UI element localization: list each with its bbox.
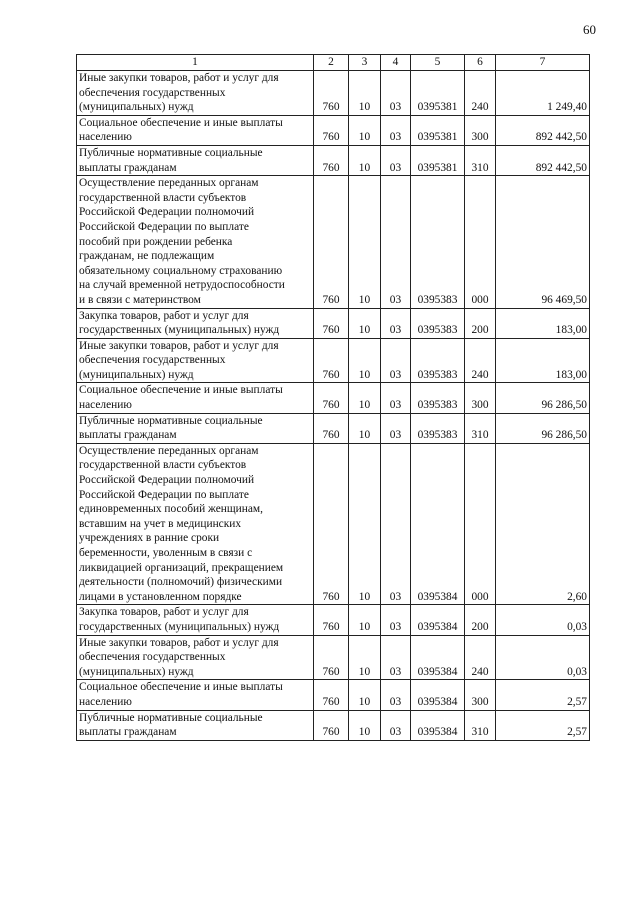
amount-value: 2,57 <box>496 680 590 710</box>
expense-item-line: Социальное обеспечение и иные выплаты <box>79 681 283 694</box>
expense-item-line: Иные закупки товаров, работ и услуг для <box>79 72 279 84</box>
expense-item-line: Иные закупки товаров, работ и услуг для <box>79 339 279 352</box>
expense-item-name <box>77 710 314 740</box>
subsection-code: 03 <box>381 710 411 740</box>
target-article-code: 0395384 <box>411 443 465 605</box>
expense-item-line: обеспечения государственных <box>79 651 226 664</box>
section-code: 10 <box>349 115 381 145</box>
table-row <box>77 71 590 116</box>
section-code: 10 <box>349 308 381 338</box>
expense-item-name <box>77 680 314 710</box>
expense-item-line: Российской Федерации по выплате <box>79 220 249 233</box>
amount-value: 0,03 <box>496 605 590 635</box>
expense-type-code: 300 <box>465 680 496 710</box>
expense-item-name <box>77 176 314 308</box>
subsection-code: 03 <box>381 308 411 338</box>
expense-item-line: Социальное обеспечение и иные выплаты <box>79 116 283 129</box>
table-row <box>77 338 590 383</box>
table-row <box>77 115 590 145</box>
expense-type-code: 200 <box>465 308 496 338</box>
expense-item-name <box>77 605 314 635</box>
table-row <box>77 443 590 605</box>
expense-item-line: Публичные нормативные социальные <box>79 146 263 159</box>
expense-item-name <box>77 383 314 413</box>
target-article-code: 0395384 <box>411 605 465 635</box>
header-col-1: 1 <box>77 55 314 71</box>
expense-item-line: Осуществление переданных органам <box>79 444 259 457</box>
amount-value: 892 442,50 <box>496 115 590 145</box>
table-row <box>77 413 590 443</box>
expense-item-line: Закупка товаров, работ и услуг для <box>79 606 249 619</box>
subsection-code: 03 <box>381 635 411 680</box>
table-row <box>77 605 590 635</box>
expense-item-line: учреждениях в ранние сроки <box>79 532 220 545</box>
amount-value: 892 442,50 <box>496 145 590 175</box>
page-number: 60 <box>583 22 596 37</box>
target-article-code: 0395381 <box>411 71 465 116</box>
expense-item-line: Публичные нормативные социальные <box>79 414 263 427</box>
ministry-code: 760 <box>314 413 349 443</box>
subsection-code: 03 <box>381 338 411 383</box>
expense-item-line: Закупка товаров, работ и услуг для <box>79 309 249 322</box>
expense-type-code: 240 <box>465 338 496 383</box>
ministry-code: 760 <box>314 176 349 308</box>
expense-item-line: государственных (муниципальных) нужд <box>79 324 280 337</box>
expense-item-line: государственной власти субъектов <box>79 191 247 204</box>
expense-item-name <box>77 308 314 338</box>
ministry-code: 760 <box>314 443 349 605</box>
target-article-code: 0395383 <box>411 413 465 443</box>
expense-item-line: ликвидацией организаций, прекращением <box>79 561 284 574</box>
ministry-code: 760 <box>314 383 349 413</box>
expense-item-line: Иные закупки товаров, работ и услуг для <box>79 636 279 649</box>
expense-item-line: беременности, уволенным в связи с <box>79 547 253 559</box>
subsection-code: 03 <box>381 680 411 710</box>
expense-item-line: выплаты гражданам <box>79 161 177 174</box>
expense-item-line: выплаты гражданам <box>79 726 177 739</box>
table-row <box>77 383 590 413</box>
expense-item-line: Осуществление переданных органам <box>79 177 259 190</box>
expense-item-line: государственных (муниципальных) нужд <box>79 620 280 633</box>
section-code: 10 <box>349 176 381 308</box>
expense-item-name <box>77 71 314 116</box>
target-article-code: 0395383 <box>411 338 465 383</box>
expense-type-code: 300 <box>465 115 496 145</box>
expense-item-name <box>77 145 314 175</box>
budget-table <box>76 54 590 741</box>
expense-item-line: (муниципальных) нужд <box>79 368 194 381</box>
expense-item-line: гражданам, не подлежащим <box>79 250 215 263</box>
expense-item-line: Публичные нормативные социальные <box>79 711 263 724</box>
subsection-code: 03 <box>381 71 411 116</box>
expense-item-line: на случай временной нетрудоспособности <box>79 279 285 292</box>
header-col-4: 4 <box>381 55 411 71</box>
expense-item-line: государственной власти субъектов <box>79 459 247 472</box>
table-row <box>77 680 590 710</box>
expense-item-line: вставшим на учет в медицинских <box>79 517 242 530</box>
expense-item-line: населению <box>79 131 132 144</box>
expense-type-code: 240 <box>465 71 496 116</box>
expense-item-line: пособий при рождении ребенка <box>79 235 233 248</box>
expense-item-name <box>77 635 314 680</box>
table-row <box>77 145 590 175</box>
amount-value: 183,00 <box>496 308 590 338</box>
section-code: 10 <box>349 383 381 413</box>
subsection-code: 03 <box>381 145 411 175</box>
expense-type-code: 240 <box>465 635 496 680</box>
table-row <box>77 710 590 740</box>
expense-item-line: Российской Федерации по выплате <box>79 488 249 501</box>
target-article-code: 0395384 <box>411 635 465 680</box>
expense-type-code: 310 <box>465 413 496 443</box>
expense-item-line: Социальное обеспечение и иные выплаты <box>79 384 283 397</box>
expense-type-code: 000 <box>465 443 496 605</box>
ministry-code: 760 <box>314 71 349 116</box>
expense-item-line: (муниципальных) нужд <box>79 101 194 114</box>
table-header-row <box>77 55 590 71</box>
section-code: 10 <box>349 635 381 680</box>
ministry-code: 760 <box>314 635 349 680</box>
expense-type-code: 000 <box>465 176 496 308</box>
target-article-code: 0395384 <box>411 710 465 740</box>
ministry-code: 760 <box>314 605 349 635</box>
expense-type-code: 300 <box>465 383 496 413</box>
expense-item-line: населению <box>79 399 132 412</box>
expense-item-line: единовременных пособий женщинам, <box>79 503 263 516</box>
target-article-code: 0395383 <box>411 383 465 413</box>
amount-value: 2,57 <box>496 710 590 740</box>
header-col-3: 3 <box>349 55 381 71</box>
table-row <box>77 635 590 680</box>
header-col-7: 7 <box>496 55 590 71</box>
section-code: 10 <box>349 680 381 710</box>
table-body <box>77 71 590 741</box>
expense-item-line: обеспечения государственных <box>79 354 226 367</box>
ministry-code: 760 <box>314 308 349 338</box>
ministry-code: 760 <box>314 680 349 710</box>
table-row <box>77 308 590 338</box>
amount-value: 1 249,40 <box>496 71 590 116</box>
section-code: 10 <box>349 338 381 383</box>
subsection-code: 03 <box>381 176 411 308</box>
expense-item-line: населению <box>79 695 132 708</box>
subsection-code: 03 <box>381 115 411 145</box>
target-article-code: 0395381 <box>411 115 465 145</box>
amount-value: 96 286,50 <box>496 383 590 413</box>
expense-item-line: обязательному социальному страхованию <box>79 264 283 277</box>
expense-item-line: (муниципальных) нужд <box>79 665 194 678</box>
expense-item-name <box>77 443 314 605</box>
table-row <box>77 176 590 308</box>
amount-value: 96 286,50 <box>496 413 590 443</box>
section-code: 10 <box>349 710 381 740</box>
section-code: 10 <box>349 145 381 175</box>
section-code: 10 <box>349 443 381 605</box>
section-code: 10 <box>349 605 381 635</box>
expense-item-line: выплаты гражданам <box>79 429 177 442</box>
expense-item-line: Российской Федерации полномочий <box>79 206 255 219</box>
amount-value: 96 469,50 <box>496 176 590 308</box>
target-article-code: 0395383 <box>411 308 465 338</box>
target-article-code: 0395383 <box>411 176 465 308</box>
target-article-code: 0395384 <box>411 680 465 710</box>
header-col-2: 2 <box>314 55 349 71</box>
ministry-code: 760 <box>314 115 349 145</box>
expense-item-line: деятельности (полномочий) физическими <box>79 576 283 589</box>
expense-type-code: 200 <box>465 605 496 635</box>
expense-type-code: 310 <box>465 145 496 175</box>
section-code: 10 <box>349 413 381 443</box>
amount-value: 0,03 <box>496 635 590 680</box>
expense-item-name <box>77 115 314 145</box>
subsection-code: 03 <box>381 413 411 443</box>
subsection-code: 03 <box>381 443 411 605</box>
expense-item-line: Российской Федерации полномочий <box>79 474 255 487</box>
subsection-code: 03 <box>381 383 411 413</box>
amount-value: 183,00 <box>496 338 590 383</box>
amount-value: 2,60 <box>496 443 590 605</box>
subsection-code: 03 <box>381 605 411 635</box>
header-col-6: 6 <box>465 55 496 71</box>
expense-item-line: обеспечения государственных <box>79 86 226 99</box>
expense-item-name <box>77 413 314 443</box>
expense-item-line: лицами в установленном порядке <box>79 590 242 603</box>
ministry-code: 760 <box>314 710 349 740</box>
header-col-5: 5 <box>411 55 465 71</box>
expense-item-line: и в связи с материнством <box>79 293 201 306</box>
target-article-code: 0395381 <box>411 145 465 175</box>
section-code: 10 <box>349 71 381 116</box>
expense-type-code: 310 <box>465 710 496 740</box>
expense-item-name <box>77 338 314 383</box>
ministry-code: 760 <box>314 145 349 175</box>
ministry-code: 760 <box>314 338 349 383</box>
